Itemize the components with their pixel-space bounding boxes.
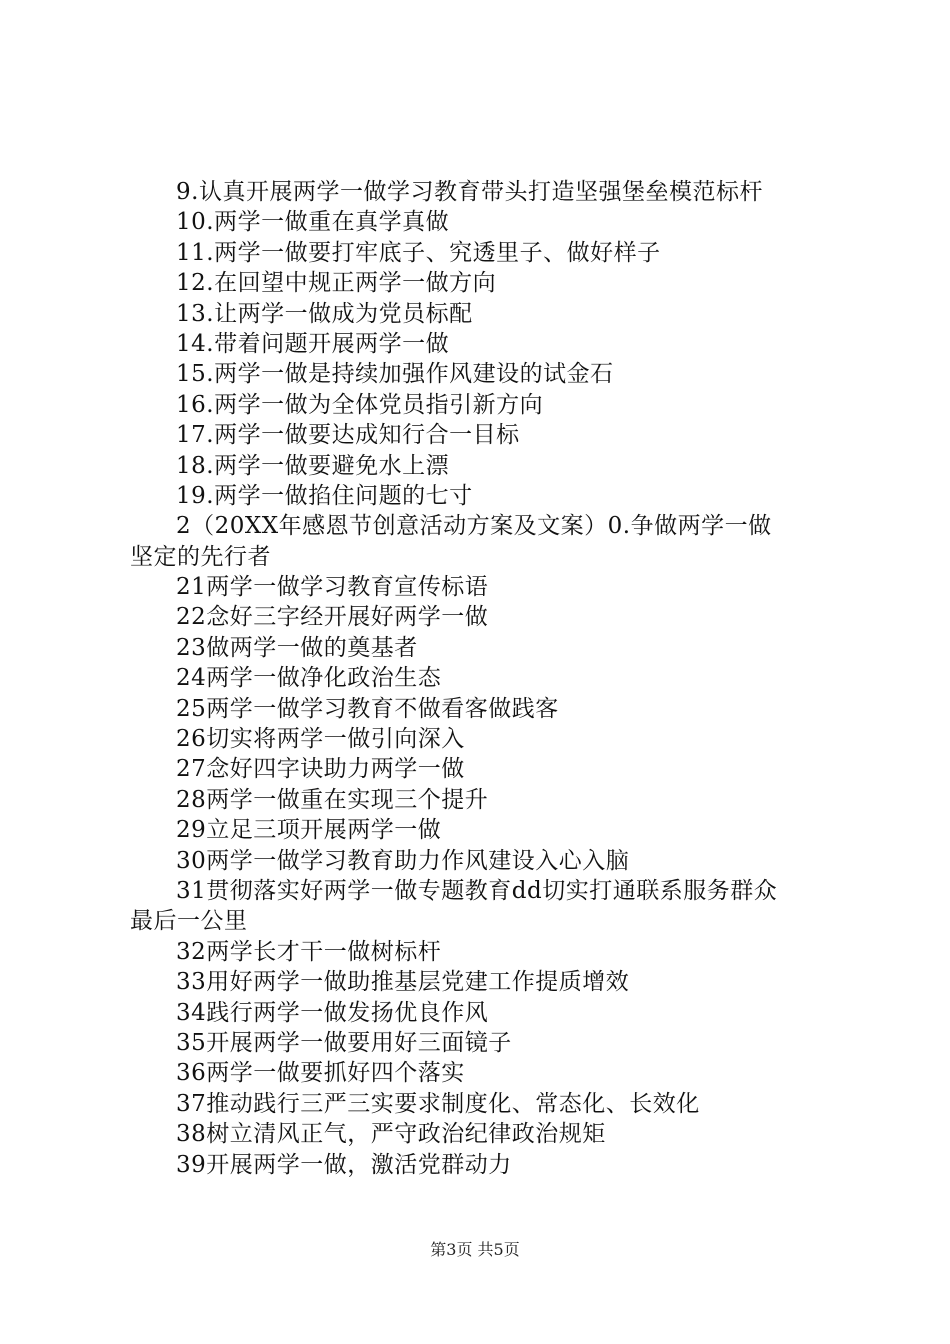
list-item-continuation: 最后一公里 bbox=[130, 908, 248, 935]
list-item: 9.认真开展两学一做学习教育带头打造坚强堡垒模范标杆 bbox=[176, 179, 763, 205]
list-item: 31贯彻落实好两学一做专题教育dd切实打通联系服务群众 bbox=[176, 877, 778, 904]
list-item: 33用好两学一做助推基层党建工作提质增效 bbox=[176, 969, 630, 996]
list-item: 29立足三项开展两学一做 bbox=[176, 817, 442, 844]
list-item: 37推动践行三严三实要求制度化、常态化、长效化 bbox=[176, 1090, 700, 1117]
list-item: 27念好四字诀助力两学一做 bbox=[176, 756, 465, 783]
page-footer: 第3页 共5页 bbox=[430, 1240, 520, 1259]
list-item: 12.在回望中规正两学一做方向 bbox=[176, 270, 497, 297]
list-item: 16.两学一做为全体党员指引新方向 bbox=[176, 391, 544, 418]
list-item: 2（20XX年感恩节创意活动方案及文案）0.争做两学一做 bbox=[176, 513, 772, 540]
list-item: 24两学一做净化政治生态 bbox=[176, 665, 442, 692]
list-item: 34践行两学一做发扬优良作风 bbox=[176, 999, 489, 1026]
list-item: 26切实将两学一做引向深入 bbox=[176, 726, 465, 753]
list-item: 15.两学一做是持续加强作风建设的试金石 bbox=[176, 361, 614, 388]
list-item: 35开展两学一做要用好三面镜子 bbox=[176, 1029, 512, 1056]
list-item: 25两学一做学习教育不做看客做践客 bbox=[176, 695, 559, 722]
list-item: 39开展两学一做，激活党群动力 bbox=[176, 1151, 512, 1178]
list-item: 22念好三字经开展好两学一做 bbox=[176, 604, 489, 631]
list-item: 28两学一做重在实现三个提升 bbox=[176, 786, 489, 813]
list-item: 14.带着问题开展两学一做 bbox=[176, 330, 450, 357]
document-body bbox=[130, 177, 835, 1180]
list-item: 19.两学一做掐住问题的七寸 bbox=[176, 482, 473, 509]
list-item: 21两学一做学习教育宣传标语 bbox=[176, 574, 489, 601]
list-item: 32两学长才干一做树标杆 bbox=[176, 938, 442, 965]
list-item: 11.两学一做要打牢底子、究透里子、做好样子 bbox=[176, 239, 661, 266]
list-item: 38树立清风正气，严守政治纪律政治规矩 bbox=[176, 1121, 606, 1148]
list-item: 18.两学一做要避免水上漂 bbox=[176, 452, 450, 479]
list-item: 13.让两学一做成为党员标配 bbox=[176, 300, 473, 327]
list-item: 23做两学一做的奠基者 bbox=[176, 634, 418, 661]
list-item: 10.两学一做重在真学真做 bbox=[176, 209, 450, 236]
list-item-continuation: 坚定的先行者 bbox=[130, 543, 271, 570]
list-item: 17.两学一做要达成知行合一目标 bbox=[176, 422, 520, 449]
list-item: 36两学一做要抓好四个落实 bbox=[176, 1060, 465, 1087]
list-item: 30两学一做学习教育助力作风建设入心入脑 bbox=[176, 847, 630, 874]
